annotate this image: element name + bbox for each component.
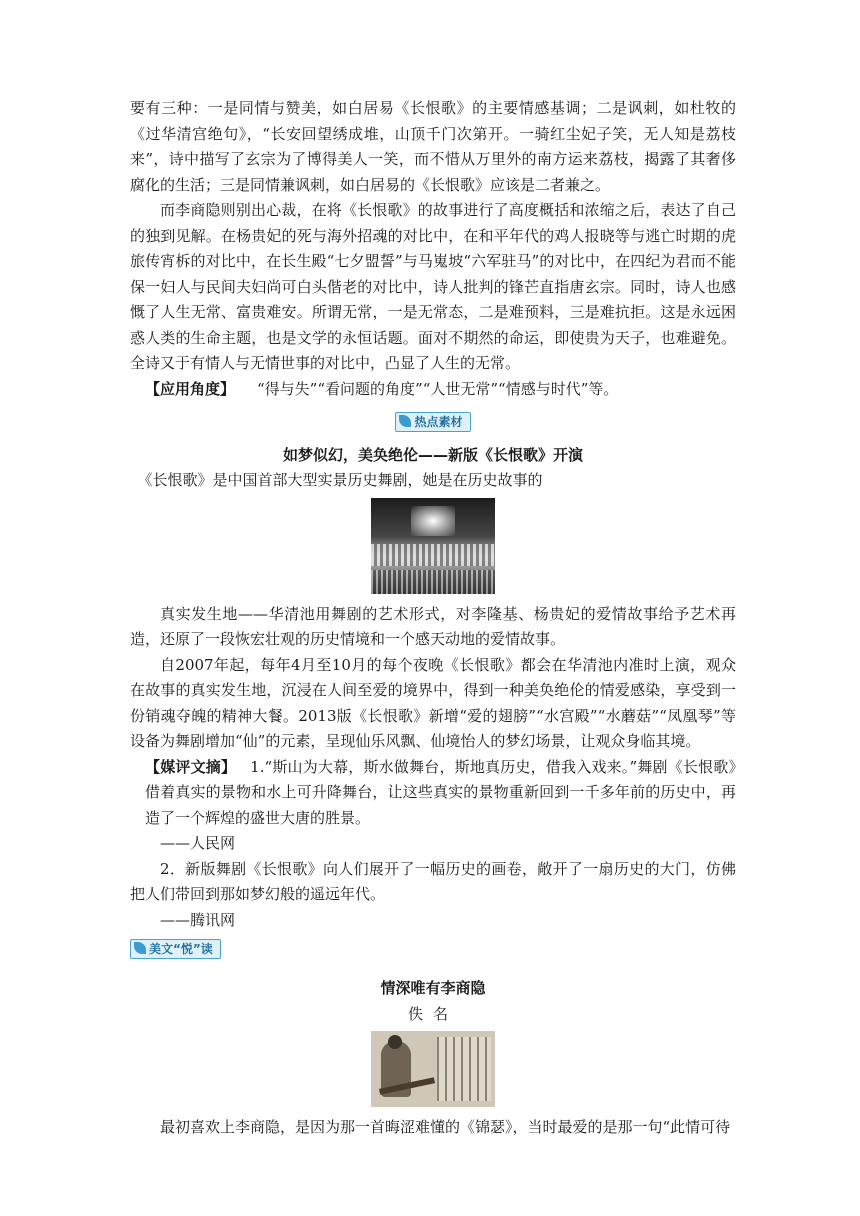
review-source-1: ——人民网 xyxy=(160,834,236,852)
essay-author: 佚名 xyxy=(407,1005,458,1023)
application-text: “得与失”“看问题的角度”“人世无常”“情感与时代”等。 xyxy=(257,379,619,398)
leaf-icon xyxy=(399,415,411,427)
document-page xyxy=(130,96,736,1141)
section-hot-material-header xyxy=(130,412,736,440)
essay-badge xyxy=(130,939,221,959)
hot-material-title: 如梦似幻，美奂绝伦——新版《长恨歌》开演 xyxy=(282,446,583,464)
stage-photo-wrap xyxy=(130,498,736,594)
essay-paragraph-1: 最初喜欢上李商隐，是因为那一首晦涩难懂的《锦瑟》，当时最爱的是那一句“此情可待 xyxy=(160,1118,731,1136)
essay-title: 情深唯有李商隐 xyxy=(380,979,486,997)
paragraph-1: 要有三种：一是同情与赞美，如白居易《长恨歌》的主要情感基调；二是讽刺，如杜牧的《过华清宫绝句》，“长安回望绣成堆，山顶千门次第开。一骑红尘妃子笑，无人知是荔枝来”，诗中描写了玄宗为了博得美人一笑，而不惜从万里外的南方运来荔枝，揭露了其奢侈腐化的生活；三是同情兼讽刺，如白居易的《长恨歌》应该是二者兼之。 xyxy=(130,99,736,194)
review-source-2: ——腾讯网 xyxy=(160,910,236,929)
hot-material-lead: 《长恨歌》是中国首部大型实景历史舞剧，她是在历史故事的 xyxy=(137,471,543,489)
application-angle xyxy=(130,377,736,403)
stage-performance-photo xyxy=(371,498,495,594)
painting-wrap xyxy=(130,1031,736,1107)
application-label: 【应用角度】 xyxy=(145,379,236,398)
hot-material-paragraph-2: 自2007年起，每年4月至10月的每个夜晚《长恨歌》都会在华清池内准时上演，观众在故事的真实发生地，沉浸在人间至爱的境界中，得到一种美奂绝伦的情爱感染，享受到一份销魂夺魄的精神大餐。2013版《长恨歌》新增“爱的翅膀”“水宫殿”“水蘑菇”“凤凰琴”等设备为舞剧增加“仙”的元素，呈现仙乐风飘、仙境怡人的梦幻场景，让观众身临其境。 xyxy=(130,655,736,750)
hot-material-paragraph-1: 真实发生地——华清池用舞剧的艺术形式，对李隆基、杨贵妃的爱情故事给予艺术再造，还原了一段恢宏壮观的历史情境和一个感天动地的爱情故事。 xyxy=(130,604,736,648)
guqin-painting xyxy=(371,1031,495,1107)
essay-badge-label: 美文“悦”读 xyxy=(149,942,213,956)
section-essay-header xyxy=(130,939,736,967)
hot-material-badge xyxy=(395,412,470,432)
leaf-icon xyxy=(134,942,146,954)
media-review-label: 【媒评文摘】 xyxy=(145,757,237,776)
media-review-2: 2．新版舞剧《长恨歌》向人们展开了一幅历史的画卷，敞开了一扇历史的大门，仿佛把人们带回到那如梦幻般的遥远年代。 xyxy=(130,859,736,903)
media-review xyxy=(130,755,736,832)
media-review-1: 1.“斯山为大幕，斯水做舞台，斯地真历史，借我入戏来。”舞剧《长恨歌》借着真实的景物和水上可升降舞台，让这些真实的景物重新回到一千多年前的历史中，再造了一个辉煌的盛世大唐的胜景。 xyxy=(145,757,736,827)
hot-material-badge-label: 热点素材 xyxy=(414,415,463,429)
paragraph-2: 而李商隐则别出心裁，在将《长恨歌》的故事进行了高度概括和浓缩之后，表达了自己的独到见解。在杨贵妃的死与海外招魂的对比中，在和平年代的鸡人报晓等与逃亡时期的虎旅传宵柝的对比中，在长生殿“七夕盟誓”与马嵬坡“六军驻马”的对比中，在四纪为君而不能保一妇人与民间夫妇尚可白头偕老的对比中，诗人批判的锋芒直指唐玄宗。同时，诗人也感慨了人生无常、富贵难安。所谓无常，一是无常态，二是难预料，三是难抗拒。这是永远困惑人类的生命主题，也是文学的永恒话题。面对不期然的命运，即使贵为天子，也难避免。全诗又于有情人与无情世事的对比中，凸显了人生的无常。 xyxy=(130,201,736,372)
